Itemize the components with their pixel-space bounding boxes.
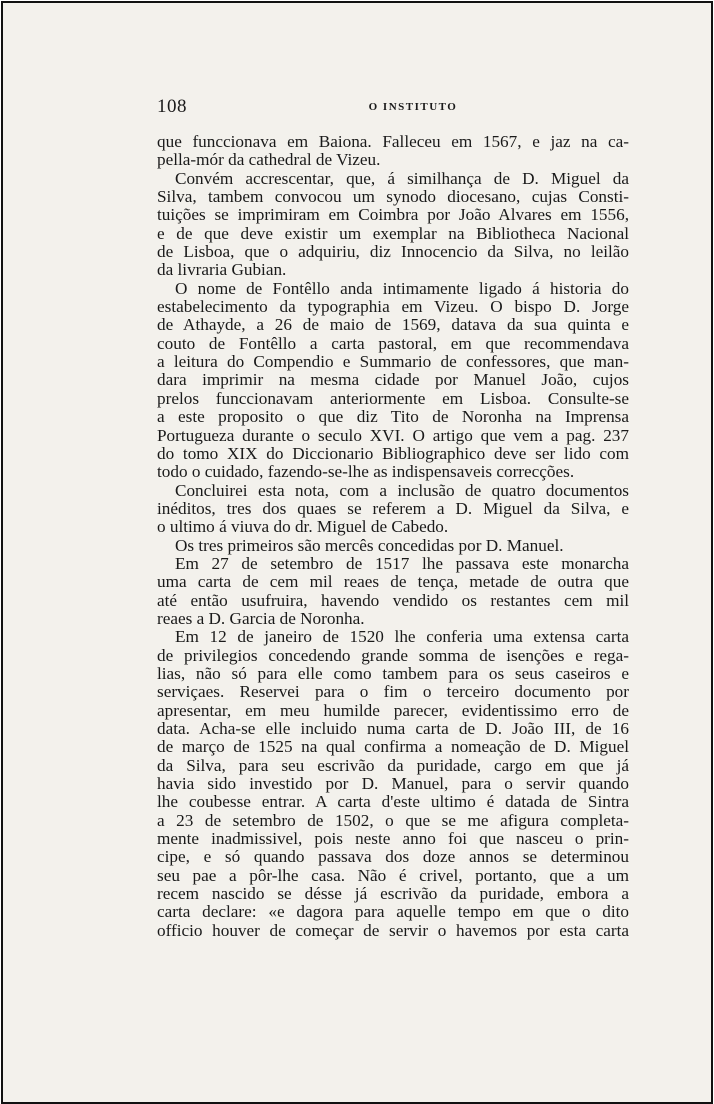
text-line: mente inadmissivel, pois neste anno foi que nasceu o prin- [157, 829, 629, 849]
text-line: inéditos, tres dos quaes se referem a D. Miguel da Silva, e [157, 498, 629, 518]
text-line: do tomo XIX do Diccionario Bibliographico deve ser lido com [157, 443, 629, 463]
text-line: de Athayde, a 26 de maio de 1569, datava da sua quinta e [157, 315, 629, 335]
text-line: seu pae a pôr-lhe casa. Não é crivel, portanto, que a um [157, 865, 629, 885]
text-line: Em 27 de setembro de 1517 lhe passava este monarcha [175, 553, 629, 573]
text-line: a 23 de setembro de 1502, o que se me afigura completa- [157, 810, 629, 830]
running-title: O INSTITUTO [368, 101, 458, 113]
text-line: todo o cuidado, fazendo-se-lhe as indispensaveis correcções. [157, 462, 575, 482]
text-line: a leitura do Compendio e Summario de confessores, que man- [157, 352, 629, 372]
text-line: havia sido investido por D. Manuel, para o servir quando [157, 774, 629, 794]
text-line: tuições se imprimiram em Coimbra por João Alvares em 1556, [157, 205, 629, 225]
text-line: lias, não só para elle como tambem para os seus caseiros e [157, 663, 629, 683]
text-line: dara imprimir na mesma cidade por Manuel João, cujos [157, 370, 629, 390]
text-line: o ultimo á viuva do dr. Miguel de Cabedo. [157, 517, 449, 537]
text-line: da livraria Gubian. [157, 260, 287, 280]
text-line: Portugueza durante o seculo XVI. O artigo que vem a pag. 237 [157, 425, 629, 445]
text-line: prelos funccionavam anteriormente em Lisboa. Consulte-se [157, 388, 629, 408]
text-line: Em 12 de janeiro de 1520 lhe conferia uma extensa carta [175, 627, 629, 647]
text-line: officio houver de começar de servir o havemos por esta carta [157, 920, 629, 940]
text-line: estabelecimento da typographia em Vizeu. O bispo D. Jorge [157, 297, 629, 317]
text-line: data. Acha-se elle incluido numa carta de D. João III, de 16 [157, 719, 629, 738]
text-line: recem nascido se désse já escrivão da puridade, embora a [157, 884, 629, 904]
text-line: cipe, e só quando passava dos doze annos se determinou [157, 847, 629, 867]
page-number: 108 [157, 96, 187, 117]
text-line: de Lisboa, que o adquiriu, diz Innocencio da Silva, no leilão [157, 242, 629, 262]
body-text [157, 133, 629, 940]
text-line: Concluirei esta nota, com a inclusão de quatro documentos [175, 480, 629, 500]
page-header [157, 96, 629, 118]
text-line: que funccionava em Baiona. Falleceu em 1567, e jaz na ca- [157, 132, 629, 151]
text-line: a este proposito o que diz Tito de Noronha na Imprensa [157, 407, 629, 427]
text-line: couto de Fontêllo a carta pastoral, em que recommendava [157, 333, 629, 353]
text-line: Os tres primeiros são mercês concedidas por D. Manuel. [175, 535, 564, 555]
text-line: Silva, tambem convocou um synodo diocesano, cujas Consti- [157, 187, 629, 207]
text-line: de março de 1525 na qual confirma a nomeação de D. Miguel [157, 737, 629, 757]
text-line: pella-mór da cathedral de Vizeu. [157, 150, 381, 170]
text-line: serviçaes. Reservei para o fim o terceiro documento por [157, 682, 629, 702]
text-line: de privilegios concedendo grande somma de isenções e rega- [157, 645, 629, 665]
text-line: Convém accrescentar, que, á similhança de D. Miguel da [175, 168, 629, 188]
text-line: reaes a D. Garcia de Noronha. [157, 608, 365, 628]
text-line: apresentar, em meu humilde parecer, evidentissimo erro de [157, 700, 629, 720]
text-line: carta declare: «e dagora para aquelle tempo em que o dito [157, 902, 629, 922]
text-line: e de que deve existir um exemplar na Bibliotheca Nacional [157, 223, 629, 243]
text-line: lhe coubesse entrar. A carta d'este ultimo é datada de Sintra [157, 792, 629, 812]
text-line: O nome de Fontêllo anda intimamente ligado á historia do [175, 278, 629, 298]
text-line: uma carta de cem mil reaes de tença, metade de outra que [157, 572, 629, 592]
text-line: da Silva, para seu escrivão da puridade, cargo em que já [157, 755, 629, 775]
text-line: até então usufruira, havendo vendido os restantes cem mil [157, 590, 629, 610]
